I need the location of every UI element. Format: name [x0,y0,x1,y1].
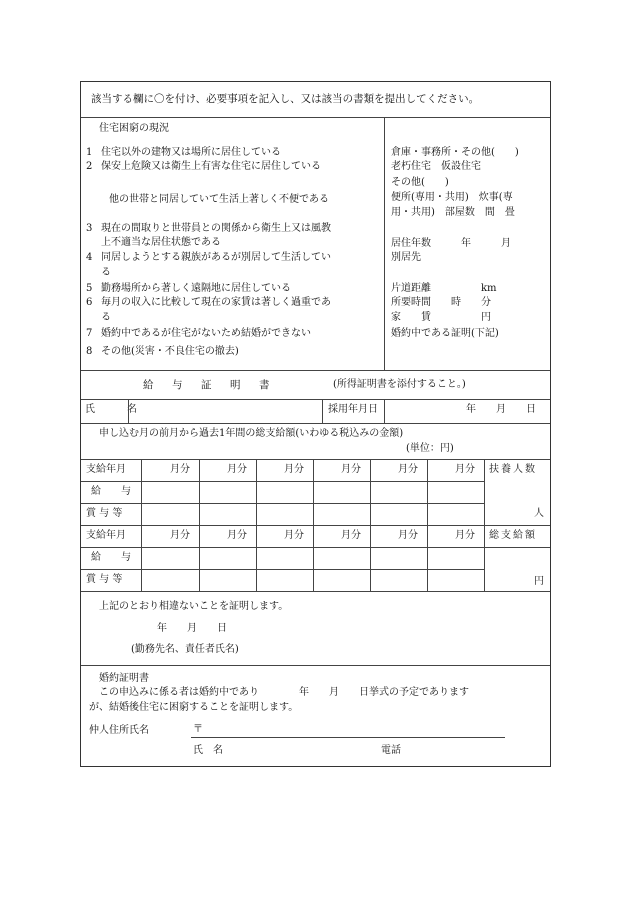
total-label: 総支給額 [489,530,537,541]
engagement-line2: が、結婚後住宅に困窮することを証明します。 [89,702,299,713]
address-underline [191,737,505,738]
housing-item-number: 8 [86,346,93,357]
wage-label: 給 与 [91,486,131,497]
month-cell: 月分 [398,530,418,541]
housing-item-text: 毎月の収入に比較して現在の家賃は著しく過重であ [101,297,331,308]
divider [81,370,550,371]
name-label: 氏 名 [85,404,141,415]
dependents-unit: 人 [534,508,544,519]
divider [81,423,550,424]
housing-item-number: 3 [86,223,93,234]
divider [81,117,550,118]
month-cell: 月分 [455,530,475,541]
housing-column-divider [384,117,385,370]
month-cell: 月分 [227,464,247,475]
month-cell: 月分 [170,530,190,541]
month-cell: 月分 [170,464,190,475]
housing-detail-line: 片道距離 km [391,283,497,294]
housing-detail-line: 老朽住宅 仮設住宅 [391,161,481,172]
month-cell: 月分 [341,464,361,475]
period-text: 申し込む月の前月から過去1年間の総支給額(いわゆる税込みの金額) [99,428,404,439]
housing-item-text: その他(災害・不良住宅の撤去) [101,346,239,357]
housing-item-number: 5 [86,283,93,294]
wage-label: 給 与 [91,552,131,563]
month-cell: 月分 [227,530,247,541]
housing-item-text: 上不適当な居住状態である [101,237,221,248]
housing-detail-line: 用・共用) 部屋数 間 畳 [391,207,515,218]
hire-date-value: 年 月 日 [466,404,536,415]
engagement-title: 婚約証明書 [99,673,149,684]
certification-text: 上記のとおり相違ないことを証明します。 [99,601,289,612]
housing-item-number: 6 [86,297,93,308]
housing-item-number: 1 [86,147,93,158]
month-cell: 月分 [455,464,475,475]
employer-label: (勤務先名、責任者氏名) [131,644,239,655]
pay-month-label: 支給年月 [86,530,126,541]
housing-item-text: 住宅以外の建物又は場所に居住している [101,147,281,158]
divider [81,665,550,666]
housing-detail-line: 所要時間 時 分 [391,297,491,308]
pay-month-label: 支給年月 [86,464,126,475]
housing-item-text: 保安上危険又は衛生上有害な住宅に居住している [101,161,321,172]
matchmaker-address-label: 仲人住所氏名 [89,725,149,736]
housing-detail-line: 別居先 [391,252,421,263]
housing-detail-line: 家 賃 円 [391,312,491,323]
unit-label: (単位：円) [406,443,454,454]
month-cell: 月分 [284,530,304,541]
dependents-label: 扶養人数 [489,464,537,475]
housing-item-text: る [101,312,111,323]
housing-item-text: 現在の間取りと世帯員との関係から衛生上又は風教 [101,223,331,234]
housing-item-text: る [101,267,111,278]
certification-date: 年 月 日 [157,623,227,634]
housing-item-text: 同居しようとする親族があるが別居して生活してい [101,252,331,263]
housing-item-number: 7 [86,328,93,339]
housing-item-text: 勤務場所から著しく遠隔地に居住している [101,283,291,294]
total-unit: 円 [534,576,544,587]
housing-title: 住宅困窮の現況 [99,123,169,134]
housing-item-text: 婚約中であるが住宅がないため結婚ができない [101,328,311,339]
salary-title: 給 与 証 明 書 [143,379,274,391]
month-cell: 月分 [341,530,361,541]
housing-item-number: 4 [86,252,93,263]
housing-item-number: 2 [86,161,93,172]
housing-detail-line: 倉庫・事務所・その他( ) [391,147,519,158]
hire-date-label: 採用年月日 [328,404,378,415]
divider [81,399,550,400]
phone-label: 電話 [381,745,401,756]
housing-detail-line: 便所(専用・共用) 炊事(専 [391,192,513,203]
bonus-label: 賞 与 等 [86,574,123,585]
instruction-text: 該当する欄に〇を付け、必要事項を記入し、又は該当の書類を提出してください。 [91,93,480,105]
housing-item-text: 他の世帯と同居していて生活上著しく不便である [109,194,329,205]
housing-detail-line: その他( ) [391,177,449,188]
bonus-label: 賞 与 等 [86,508,123,519]
engagement-line1: この申込みに係る者は婚約中であり 年 月 日挙式の予定であります [99,687,469,698]
housing-detail-line: 居住年数 年 月 [391,238,511,249]
matchmaker-name-label: 氏 名 [193,745,223,756]
postal-mark: 〒 [193,724,203,735]
application-form [80,81,551,767]
month-cell: 月分 [398,464,418,475]
salary-note: (所得証明書を添付すること。) [333,379,466,390]
month-cell: 月分 [284,464,304,475]
housing-detail-line: 婚約中である証明(下記) [391,328,499,339]
